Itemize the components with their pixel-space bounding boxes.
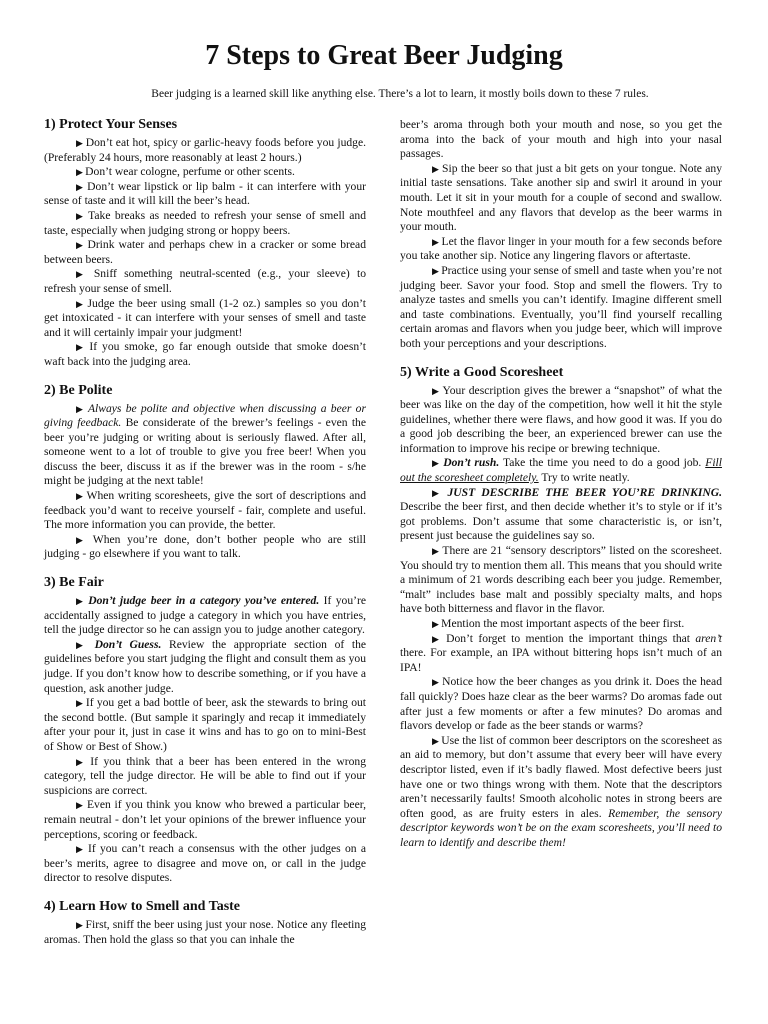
section-heading: 3) Be Fair bbox=[44, 575, 104, 591]
emphasis: aren’t bbox=[695, 631, 722, 645]
text: Don’t forget to mention the important things that bbox=[446, 631, 696, 645]
paragraph: ▶ Let the flavor linger in your mouth for a few seconds before you take another sip. Notice any lingering flavors or aftertaste. bbox=[400, 235, 722, 264]
paragraph: ▶ If you get a bad bottle of beer, ask the stewards to bring out the second bottle. (But sample it sparingly and recap it immediately after your pour it, just in case it wins and has to go on to mini-Best of Show or Best of Show.) bbox=[44, 696, 366, 754]
text: there. For example, an IPA without bittering hops isn’t much of an IPA! bbox=[400, 646, 722, 674]
paragraph bbox=[400, 456, 722, 485]
section-heading: 4) Learn How to Smell and Taste bbox=[44, 898, 241, 914]
right-column bbox=[400, 118, 722, 863]
paragraph: ▶ When writing scoresheets, give the sort of descriptions and feedback you’d want to receive yourself - fair, complete and useful. The more information you can provide, the better. bbox=[44, 489, 366, 533]
paragraph: ▶ Don’t eat hot, spicy or garlic-heavy foods before you judge. (Preferably 24 hours, more reasonably at least 2 hours.) bbox=[44, 136, 366, 165]
paragraph bbox=[44, 402, 366, 490]
paragraph: beer’s aroma through both your mouth and nose, so you get the aroma into the back of your mouth and high into your nasal passages. bbox=[400, 118, 722, 161]
emphasis: Don’t Guess. bbox=[94, 637, 162, 651]
underlined-text: Fill out the scoresheet completely. bbox=[400, 456, 722, 485]
paragraph: ▶ If you smoke, go far enough outside that smoke doesn’t waft back into the judging area. bbox=[44, 340, 366, 369]
text: Take the time you need to do a good job. bbox=[499, 456, 706, 470]
text: If you’re accidentally assigned to judge a category in which you have entries, tell the judge director so he can assign you to judge another category. bbox=[44, 594, 367, 637]
paragraph bbox=[400, 486, 722, 544]
paragraph: ▶ If you think that a beer has been entered in the wrong category, tell the judge director. He will be able to find out if your suspicions are correct. bbox=[44, 755, 366, 799]
emphasis: Remember, the sensory descriptor keywords won’t be on the exam scoresheets, you’ll need to learn to identify and describe them! bbox=[400, 806, 722, 849]
paragraph: ▶ Sniff something neutral-scented (e.g., your sleeve) to refresh your sense of smell. bbox=[44, 267, 366, 296]
page-title: 7 Steps to Great Beer Judging bbox=[205, 40, 563, 71]
section-be-fair bbox=[44, 574, 366, 886]
paragraph: ▶ Even if you think you know who brewed a particular beer, remain neutral - don’t let your opinions of the brewer influence your perceptions, scoring or feedback. bbox=[44, 798, 366, 842]
paragraph: ▶ There are 21 “sensory descriptors” listed on the scoresheet. You should try to mention them all. This means that you should write a minimum of 21 words describing each beer you judge. Remember, “malt” includes base malt and possibly specialty malts, and hops have both bitterness and flavor in the flavor. bbox=[400, 544, 722, 617]
paragraph bbox=[400, 632, 722, 676]
section-heading: 5) Write a Good Scoresheet bbox=[400, 364, 564, 380]
text: Try to write neatly. bbox=[538, 471, 630, 485]
section-heading: 2) Be Polite bbox=[44, 382, 113, 398]
emphasis: Always be polite and objective when discussing a beer or giving feedback. bbox=[44, 401, 366, 430]
left-column bbox=[44, 116, 366, 959]
text: Be considerate of the brewer’s feelings - even the beer you’re judging or writing about is seriously flawed. After all, someone went to a lot of trouble to give you free beer! When you discuss the beer, discuss it as if the brewer was in the room - s/he might be judging at the next table! bbox=[44, 416, 366, 488]
paragraph: ▶ If you can’t reach a consensus with the other judges on a beer’s merits, agree to disagree and move on, or call in the judge director to resolve disputes. bbox=[44, 842, 366, 886]
section-heading: 1) Protect Your Senses bbox=[44, 117, 178, 132]
paragraph: ▶ Take breaks as needed to refresh your sense of smell and taste, especially when judging strong or hoppy beers. bbox=[44, 209, 366, 238]
paragraph bbox=[44, 594, 366, 638]
emphasis: Don’t rush. bbox=[443, 456, 500, 470]
text: Review the appropriate section of the guidelines before you start judging the flight and consult them as you judge. If you don’t know how to describe something, or if you have a question, ask another judge. bbox=[44, 637, 367, 695]
paragraph: ▶ Notice how the beer changes as you drink it. Does the head fall quickly? Does haze clear as the beer warms? Do aromas fade out after just a few moments or after a few minutes? Do aromas and flavors develop or fade as the beer stands or warms? bbox=[400, 675, 722, 733]
section-protect-senses bbox=[44, 116, 366, 370]
section-scoresheet bbox=[400, 364, 722, 851]
paragraph: ▶ When you’re done, don’t bother people who are still judging - go elsewhere if you want to talk. bbox=[44, 533, 366, 562]
emphasis: Don’t judge beer in a category you’ve entered. bbox=[88, 594, 320, 608]
page-subtitle: Beer judging is a learned skill like anything else. There’s a lot to learn, it mostly boils down to these 7 rules. bbox=[151, 88, 649, 100]
paragraph: ▶ Don’t wear lipstick or lip balm - it can interfere with your sense of taste and it will kill the beer’s head. bbox=[44, 180, 366, 209]
paragraph bbox=[400, 734, 722, 851]
paragraph: ▶ First, sniff the beer using just your nose. Notice any fleeting aromas. Then hold the glass so that you can inhale the bbox=[44, 918, 366, 947]
section-be-polite bbox=[44, 382, 366, 563]
paragraph bbox=[44, 638, 366, 696]
paragraph: ▶ Your description gives the brewer a “snapshot” of what the beer was like on the day of the competition, how well it hit the style guidelines, whether there were flaws, and how good it was. If you do a good job describing the beer, an experienced brewer can use the information to improve his recipe or brewing technique. bbox=[400, 384, 722, 457]
paragraph: ▶ Don’t wear cologne, perfume or other scents. bbox=[44, 165, 366, 180]
paragraph: ▶ Practice using your sense of smell and taste when you’re not judging beer. Savor your food. Stop and smell the flowers. Try to analyze tastes and smells you can’t identify. Imagine different smell and taste combinations. Eventually, you’ll find yourself recalling certain aromas and flavors when you judge beer, which will improve both your perceptions and your descriptions. bbox=[400, 264, 722, 352]
text: Describe the beer first, and then decide whether it’s to style or if it’s got problems. Don’t assume that some characteristic is, or isn’t, present just because the guidelines say so. bbox=[400, 500, 722, 543]
paragraph: ▶ Mention the most important aspects of the beer first. bbox=[400, 617, 722, 632]
section-smell-taste bbox=[44, 898, 366, 947]
section-smell-taste-continued bbox=[400, 118, 722, 352]
text: Use the list of common beer descriptors on the scoresheet as an aid to memory, but don’t assume that every beer will have every descriptor listed, even if it’s badly flawed. Most defective beers just have one or two things wrong with them. Note that the descriptors aren’t necessarily faults! Smooth alcoholic notes in strong beers are often good, as are fruity esters in ales. bbox=[400, 733, 722, 820]
emphasis: JUST DESCRIBE THE BEER YOU’RE DRINKING. bbox=[447, 485, 723, 499]
paragraph: ▶ Drink water and perhaps chew in a cracker or some bread between beers. bbox=[44, 238, 366, 267]
paragraph: ▶ Judge the beer using small (1-2 oz.) samples so you don’t get intoxicated - it can interfere with your senses of smell and taste and it will certainly impair your judgment! bbox=[44, 297, 366, 341]
paragraph: ▶ Sip the beer so that just a bit gets on your tongue. Note any initial taste sensations. Take another sip and swirl it around in your mouth. Let it sit in your mouth for a couple of second and swallow. Note mouthfeel and any flavors that develop as the beer warms in your mouth. bbox=[400, 162, 722, 235]
